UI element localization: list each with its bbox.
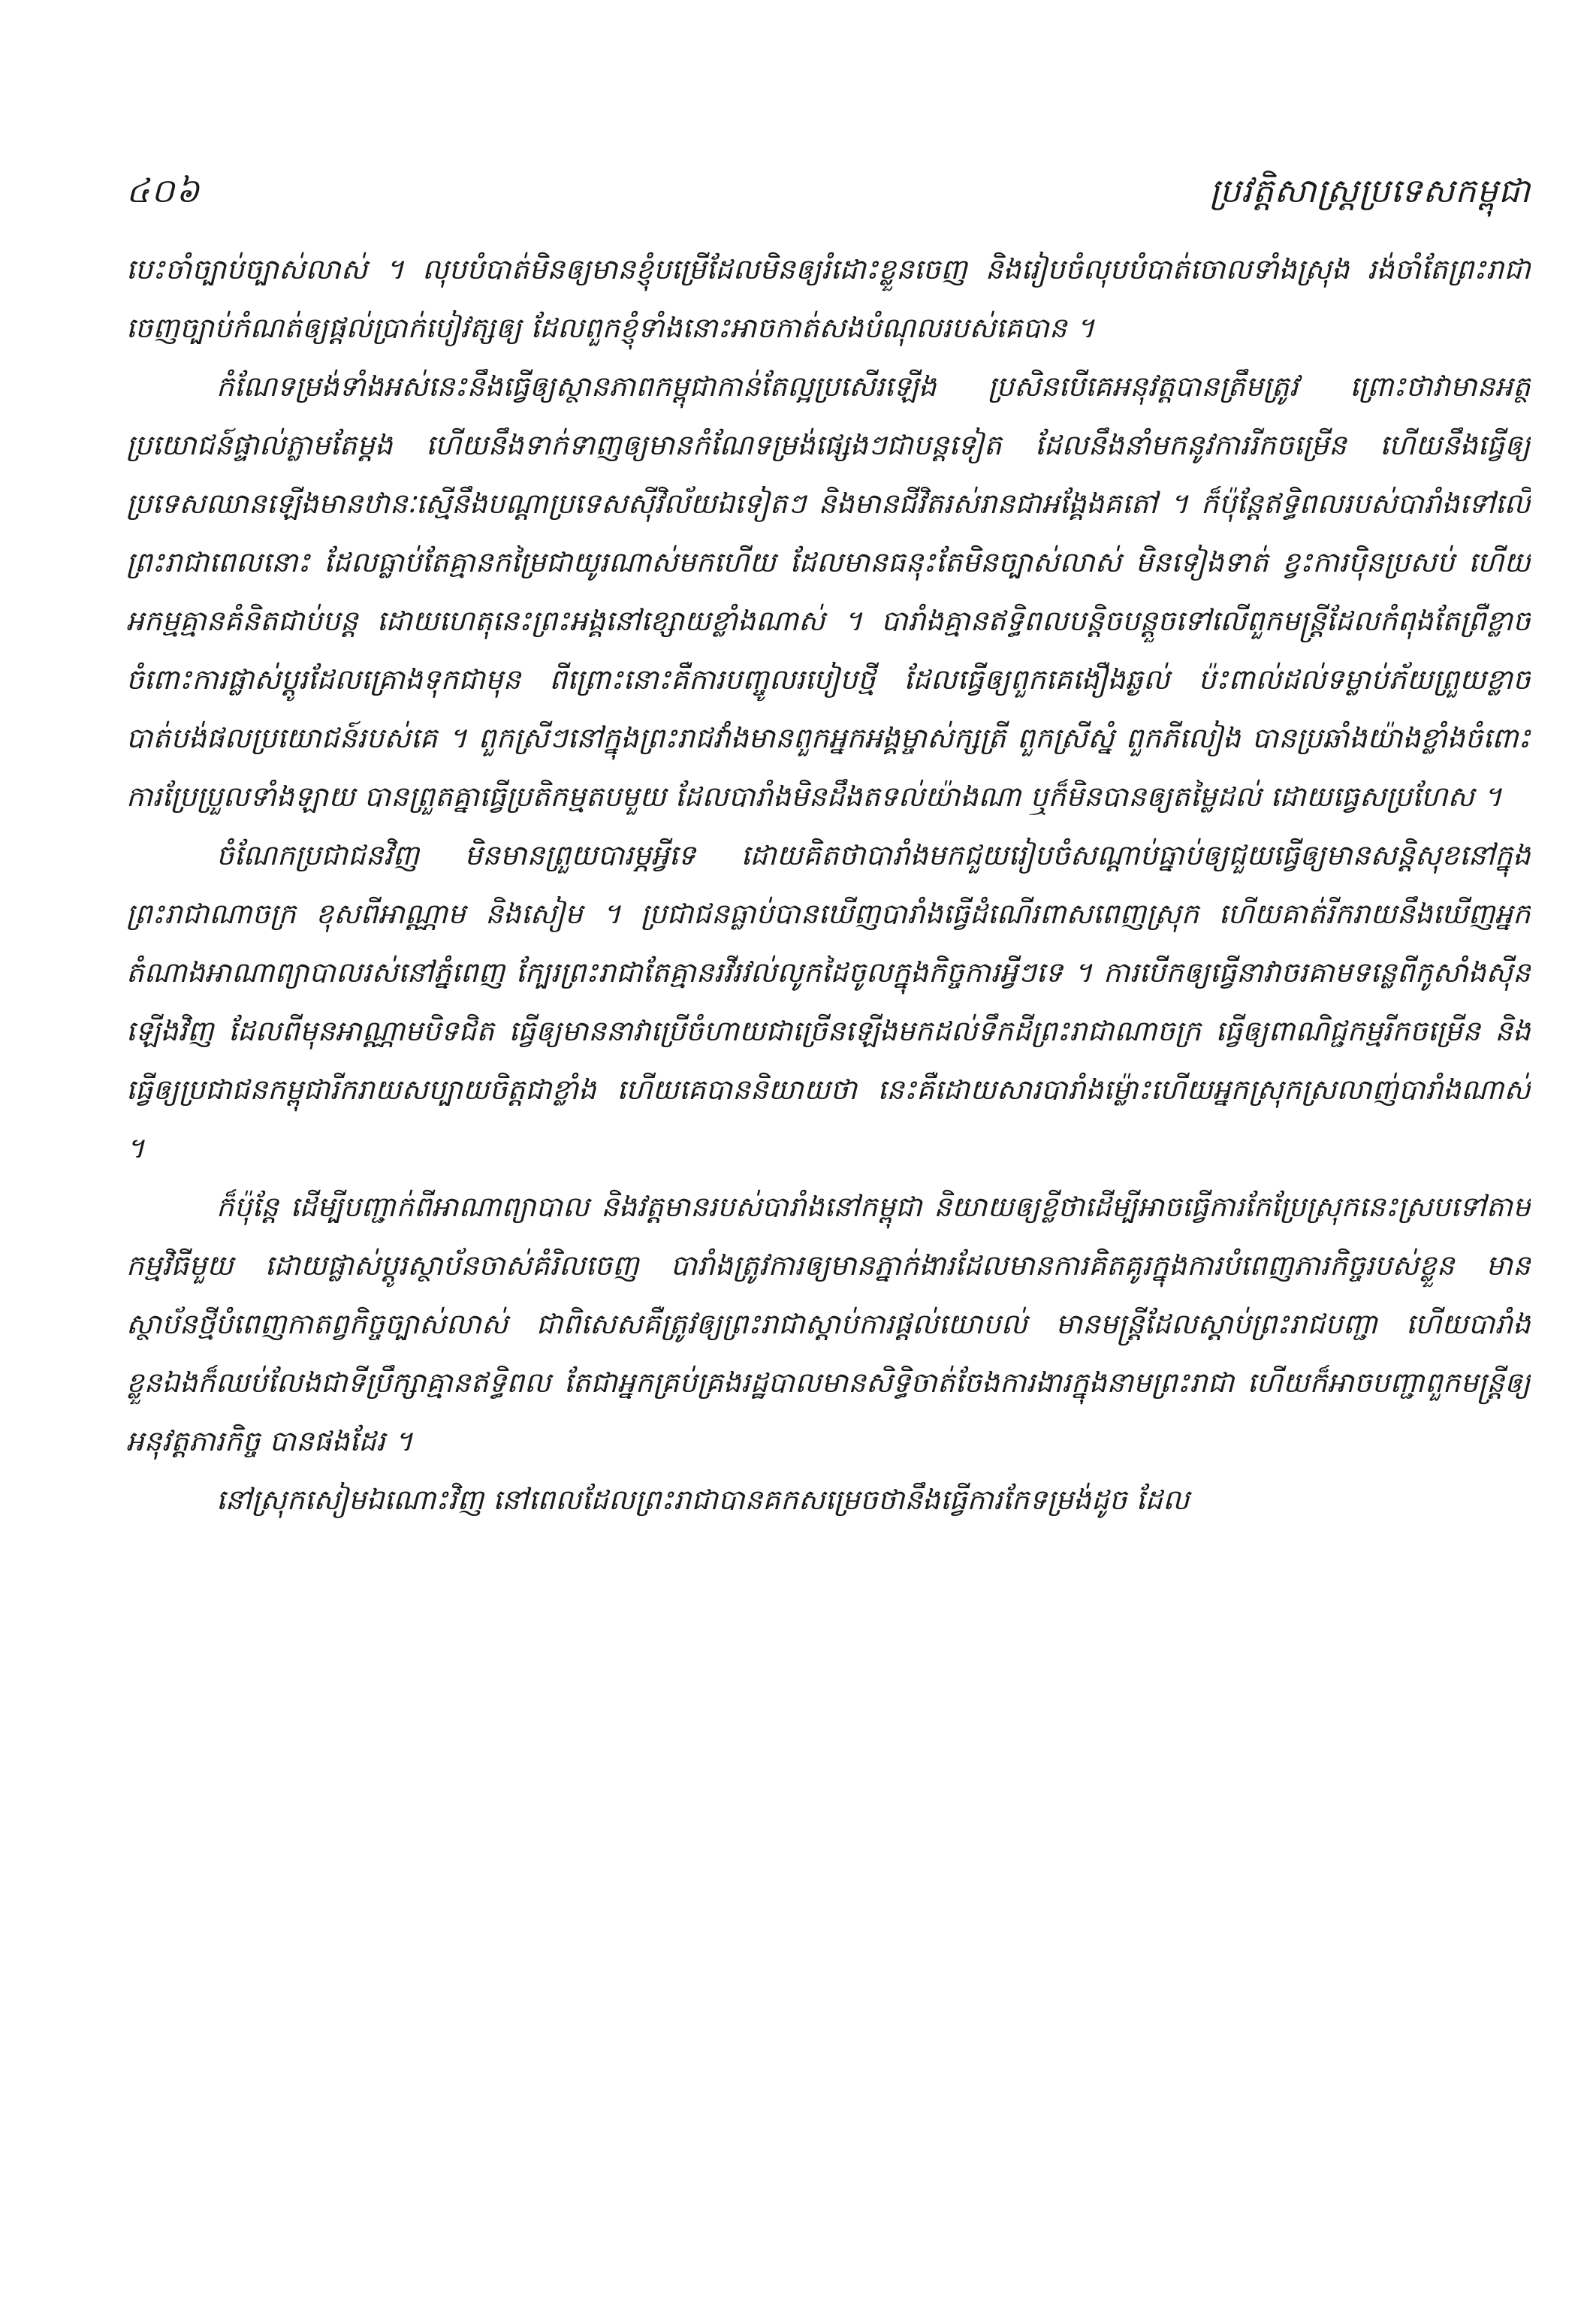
body-text bbox=[126, 240, 1531, 1998]
paragraph-5: នៅស្រុកសៀមឯណោះវិញ នៅពេលដែលព្រះរាជាបានគកសម្រេចថានឹងធ្វើការកែទម្រង់ដូច ដែល bbox=[216, 1484, 1190, 1516]
running-title: ប្រវត្តិសាស្ត្រប្រទេសកម្ពុជា bbox=[1209, 172, 1531, 210]
paragraph-1: បេះចាំច្បាប់ច្បាស់លាស់ ។ លុបបំបាត់មិនឲ្យមានខ្ញុំបម្រើដែលមិនឲ្យរំដោះខ្លួនចេញ និងរៀបចំលុបបំបាត់ចោលទាំងស្រុង រង់ចាំតែព្រះរាជាចេញច្បាប់កំណត់ឲ្យផ្តល់ប្រាក់បៀវត្សឲ្យ ដែលពួកខ្ញុំទាំងនោះអាចកាត់សងបំណុលរបស់គេបាន ។ bbox=[126, 253, 1531, 344]
page-header bbox=[126, 162, 1531, 222]
page-number: ៤០៦ bbox=[126, 172, 201, 210]
paragraph-3: ចំណែកប្រជាជនវិញ មិនមានព្រួយបារម្ភអ្វីទេ ដោយគិតថាបារាំងមកជួយរៀបចំសណ្តាប់ធ្នាប់ឲ្យជួយធ្វើឲ្យមានសន្តិសុខនៅក្នុងព្រះរាជាណាចក្រ ខុសពីអាណ្ណាម និងសៀម ។ ប្រជាជនធ្លាប់បានឃើញបារាំងធ្វើដំណើរពាសពេញស្រុក ហើយគាត់រីករាយនឹងឃើញអ្នកតំណាងអាណាព្យាបាលរស់នៅភ្នំពេញ ក្បែរព្រះរាជាតែគ្មានរវីរវល់លូកដៃចូលក្នុងកិច្ចការអ្វីៗទេ ។ ការបើកឲ្យធ្វើនាវាចរគាមទន្លេពីកូសាំងស៊ីនឡើងវិញ ដែលពីមុនអាណ្ណាមបិទជិត ធ្វើឲ្យមាននាវាប្រើចំហាយជាច្រើនឡើងមកដល់ទឹកដីព្រះរាជាណាចក្រ ធ្វើឲ្យពាណិជ្ជកម្មរីកចម្រើន និងធ្វើឲ្យប្រជាជនកម្ពុជារីករាយសប្បាយចិត្តជាខ្លាំង ហើយគេបាននិយាយថា នេះគឺដោយសារបារាំងម៉្លោះហើយអ្នកស្រុកស្រលាញ់បារាំងណាស់ ។ bbox=[126, 839, 1531, 1164]
paragraph-4: ក៏ប៉ុន្តែ ដើម្បីបញ្ជាក់ពីអាណាព្យាបាល និងវត្តមានរបស់បារាំងនៅកម្ពុជា និយាយឲ្យខ្លីថាដើម្បីអាចធ្វើការកែប្រែស្រុកនេះស្របទៅតាមកម្មវិធីមួយ ដោយផ្លាស់ប្តូរស្ថាប័នចាស់គំរិលចេញ បារាំងត្រូវការឲ្យមានភ្នាក់ងារដែលមានការគិតគូរក្នុងការបំពេញភារកិច្ចរបស់ខ្លួន មានស្ថាប័នថ្មីបំពេញកាតព្វកិច្ចច្បាស់លាស់ ជាពិសេសគឺត្រូវឲ្យព្រះរាជាស្តាប់ការផ្តល់យោបល់ មានមន្ត្រីដែលស្តាប់ព្រះរាជបញ្ជា ហើយបារាំងខ្លួនឯងក៏ឈប់លែងជាទីប្រឹក្សាគ្មានឥទ្ធិពល តែជាអ្នកគ្រប់គ្រងរដ្ឋបាលមានសិទ្ធិចាត់ចែងការងារក្នុងនាមព្រះរាជា ហើយក៏អាចបញ្ជាពួកមន្ត្រីឲ្យអនុវត្តភារកិច្ច បានផងដែរ ។ bbox=[126, 1191, 1531, 1457]
paragraph-2: កំណែទម្រង់ទាំងអស់នេះនឹងធ្វើឲ្យស្ថានភាពកម្ពុជាកាន់តែល្អប្រសើរឡើង ប្រសិនបើគេអនុវត្តបានត្រឹមត្រូវ ព្រោះថាវាមានអត្ថប្រយោជន៍ផ្ទាល់ភ្លាមតែម្តង ហើយនឹងទាក់ទាញឲ្យមានកំណែទម្រង់ផ្សេងៗជាបន្តទៀត ដែលនឹងនាំមកនូវការរីកចម្រើន ហើយនឹងធ្វើឲ្យប្រទេសឈានឡើងមានឋានៈស្មើនឹងបណ្តាប្រទេសស៊ីវិល័យឯទៀតៗ និងមានជីវិតរស់រានជាអង្គែងគតៅ ។ ក៏ប៉ុន្តែឥទ្ធិពលរបស់បារាំងទៅលើព្រះរាជាពេលនោះ ដែលធ្លាប់តែគ្មានកម្រៃជាយូរណាស់មកហើយ ដែលមានធនុះតែមិនច្បាស់លាស់ មិនទៀងទាត់ ខ្វះការប៉ិនប្រសប់ ហើយអកម្មគ្មានគំនិតជាប់បន្ត ដោយហេតុនេះព្រះអង្គនៅខ្សោយខ្លាំងណាស់ ។ បារាំងគ្មានឥទ្ធិពលបន្តិចបន្តួចទៅលើពួកមន្ត្រីដែលកំពុងតែព្រឺខ្លាចចំពោះការផ្លាស់ប្តូរដែលគ្រោងទុកជាមុន ពីព្រោះនោះគឺការបញ្ចូលរបៀបថ្មី ដែលធ្វើឲ្យពួកគេងឿងឆ្ងល់ ប៉ះពាល់ដល់ទម្លាប់ភ័យព្រួយខ្លាចបាត់បង់ផលប្រយោជន៍របស់គេ ។ ពួកស្រីៗនៅក្នុងព្រះរាជវាំងមានពួកអ្នកអង្គម្ចាស់ក្សត្រី ពួកស្រីស្នំ ពួកភីលៀង បានប្រឆាំងយ៉ាងខ្លាំងចំពោះការប្រែប្រួលទាំងឡាយ បានព្រួតគ្នាធ្វើប្រតិកម្មតបមួយ ដែលបារាំងមិនដឹងតទល់យ៉ាងណា ឬក៏មិនបានឲ្យតម្លៃដល់ ដោយធ្វេសប្រហែស ។ bbox=[126, 370, 1531, 813]
